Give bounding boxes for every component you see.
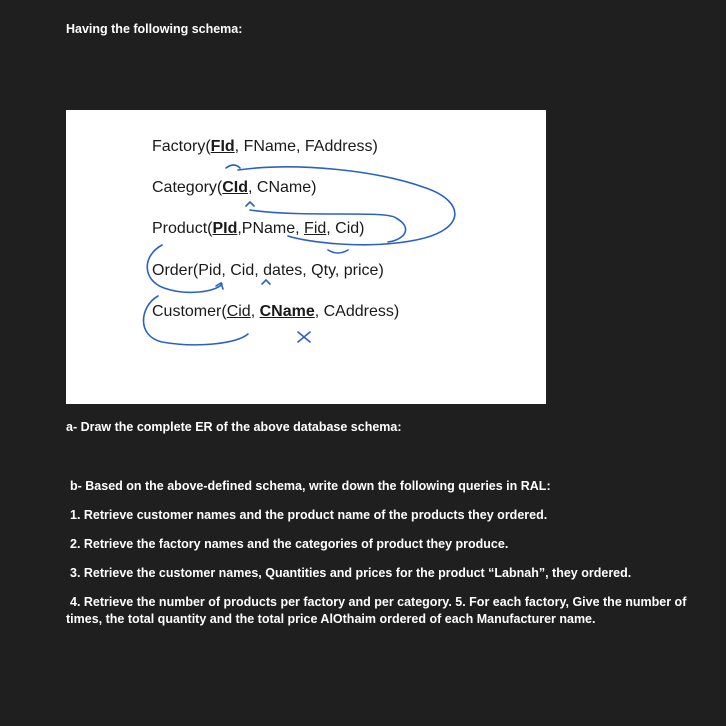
question-b: b- Based on the above-defined schema, write down the following queries in RAL:	[70, 479, 551, 493]
query-2: 2. Retrieve the factory names and the categories of product they produce.	[70, 537, 509, 551]
handwritten-annotations	[66, 110, 546, 404]
cid-arrow-head	[246, 202, 254, 206]
category-relation: Category(CId, CName)	[152, 179, 317, 196]
schema-image	[66, 110, 546, 404]
query-3: 3. Retrieve the customer names, Quantities and prices for the product “Labnah”, they ordered.	[70, 566, 632, 580]
product-pk: PId	[212, 220, 238, 237]
category-fk-loop	[250, 210, 406, 242]
customer-loop	[144, 296, 249, 345]
product-fid-mark	[328, 250, 348, 253]
fid-arrow-mark	[226, 165, 240, 168]
factory-fk-loop	[238, 167, 455, 245]
order-cid-arrow	[262, 280, 270, 284]
order-relation: Order(Pid, Cid, dates, Qty, price)	[152, 262, 384, 279]
product-fk-fid: Fid	[304, 220, 327, 237]
query-1: 1. Retrieve customer names and the product name of the products they ordered.	[70, 508, 548, 522]
customer-relation: Customer(Cid, CName, CAddress)	[152, 303, 400, 320]
cname-cross-mark	[298, 332, 310, 342]
intro-text: Having the following schema:	[66, 22, 243, 36]
question-a: a- Draw the complete ER of the above database schema:	[66, 420, 402, 434]
product-relation: Product(PId,PName, Fid, Cid)	[152, 220, 365, 237]
query-4-and-5: 4. Retrieve the number of products per factory and per category. 5. For each factory, Give the number of times, the total quantity and the total price AlOthaim ordered of each Manufacturer name.	[66, 595, 687, 626]
category-pk: CId	[222, 179, 249, 196]
factory-relation: Factory(FId, FName, FAddress)	[152, 138, 378, 155]
factory-pk: FId	[210, 138, 235, 155]
order-pid-loop	[147, 245, 222, 292]
